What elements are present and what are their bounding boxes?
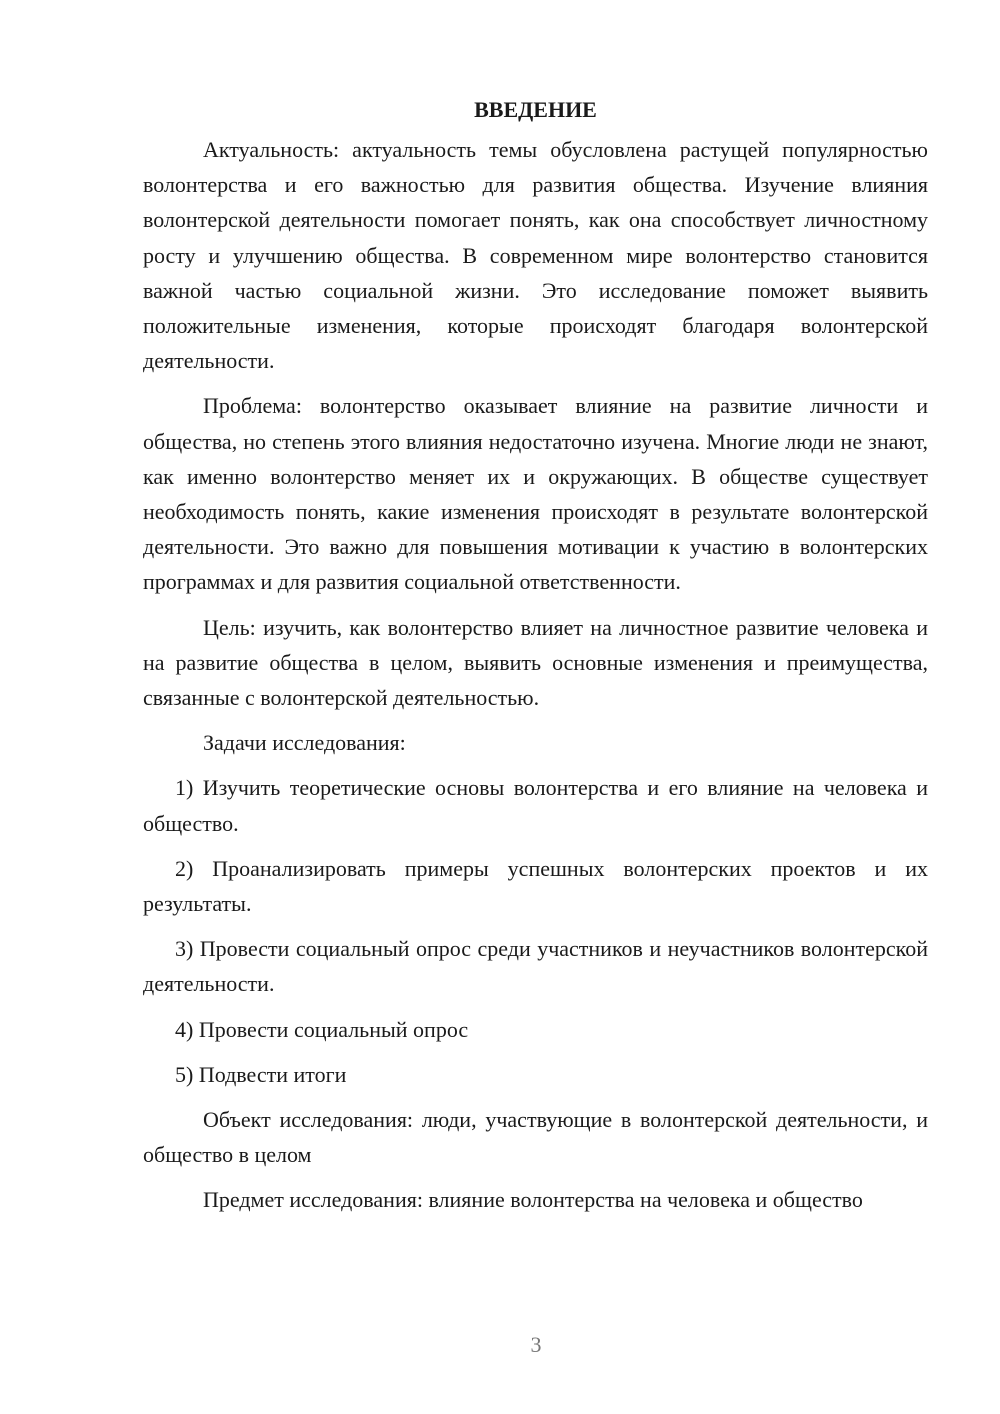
task-item: 5) Подвести итоги <box>175 1061 347 1087</box>
section-heading: ВВЕДЕНИЕ <box>474 97 597 122</box>
problem-paragraph: Проблема: волонтерство оказывает влияние на развитие личности и общества, но степень этого влияния недостаточно изучена. Многие люди не знают, как именно волонтерство меняет их и окружающих. В обществе существует необходимость понять, какие изменения происходят в результате волонтерской деятельности. Это важно для повышения мотивации к участию в волонтерских программах и для развития социальной ответственности. <box>143 393 928 595</box>
page-number: 3 <box>530 1332 542 1357</box>
task-item: 4) Провести социальный опрос <box>175 1016 469 1042</box>
goal-paragraph: Цель: изучить, как волонтерство влияет на личностное развитие человека и на развитие общества в целом, выявить основные изменения и преимущества, связанные с волонтерской деятельностью. <box>143 614 928 711</box>
relevance-paragraph: Актуальность: актуальность темы обусловлена растущей популярностью волонтерства и его важностью для развития общества. Изучение влияния волонтерской деятельности помогает понять, как она способствует личностному росту и улучшению общества. В современном мире волонтерство становится важной частью социальной жизни. Это исследование поможет выявить положительные изменения, которые происходят благодаря волонтерской деятельности. <box>143 137 928 374</box>
document-page <box>143 92 928 1218</box>
task-item: 2) Проанализировать примеры успешных волонтерских проектов и их результаты. <box>143 855 928 917</box>
object-paragraph: Объект исследования: люди, участвующие в волонтерской деятельности, и общество в целом <box>143 1107 928 1168</box>
task-item: 3) Провести социальный опрос среди участников и неучастников волонтерской деятельности. <box>143 936 928 997</box>
task-item: 1) Изучить теоретические основы волонтерства и его влияние на человека и общество. <box>143 775 928 836</box>
subject-paragraph: Предмет исследования: влияние волонтерства на человека и общество <box>203 1187 863 1213</box>
tasks-heading: Задачи исследования: <box>203 730 406 756</box>
